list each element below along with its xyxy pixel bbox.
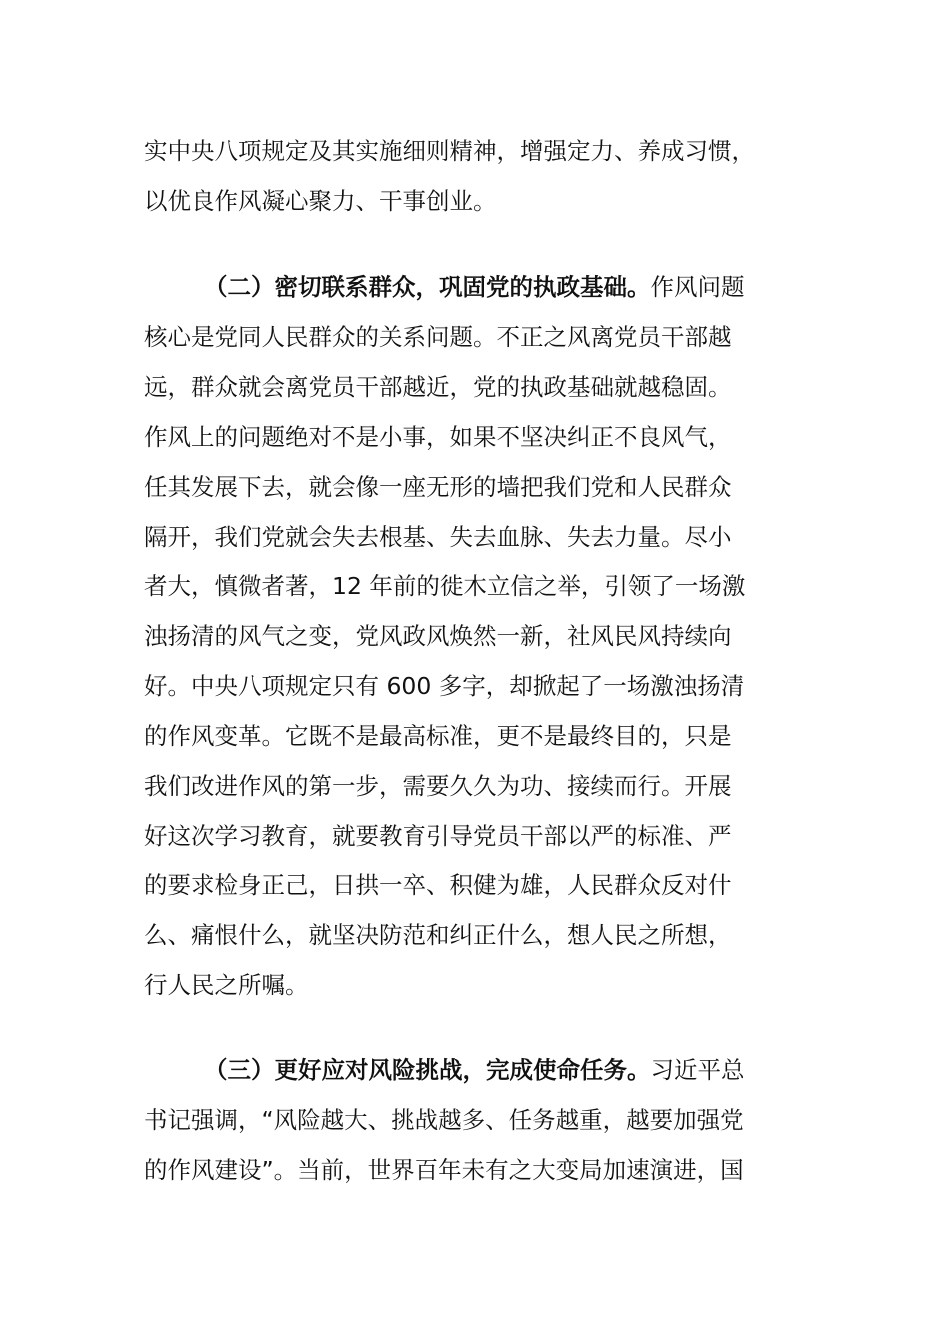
paragraph-2-line: 我们改进作风的第一步，需要久久为功、接续而行。开展 xyxy=(144,772,732,800)
paragraph-2-line: 的作风变革。它既不是最高标准，更不是最终目的，只是 xyxy=(144,722,732,750)
paragraph-2-line: 好。中央八项规定只有 600 多字，却掀起了一场激浊扬清 xyxy=(144,672,745,700)
paragraph-1-line-2: 以优良作风凝心聚力、干事创业。 xyxy=(144,187,497,215)
section-heading-2: （二）密切联系群众，巩固党的执政基础。 xyxy=(204,273,651,301)
paragraph-2-line: 作风上的问题绝对不是小事，如果不坚决纠正不良风气， xyxy=(144,423,732,451)
paragraph-2-line: 远，群众就会离党员干部越近，党的执政基础就越稳固。 xyxy=(144,373,732,401)
paragraph-2-line: 隔开，我们党就会失去根基、失去血脉、失去力量。尽小 xyxy=(144,523,732,551)
paragraph-2-first-line xyxy=(204,262,874,312)
paragraph-3-first-line-text: 习近平总 xyxy=(650,1056,745,1084)
paragraph-3-line: 的作风建设”。当前，世界百年未有之大变局加速演进，国 xyxy=(144,1156,744,1184)
paragraph-2-line: 的要求检身正己，日拱一卒、积健为雄，人民群众反对什 xyxy=(144,871,732,899)
paragraph-2-first-line-text: 作风问题 xyxy=(650,273,745,301)
paragraph-2-line: 行人民之所嘱。 xyxy=(144,971,309,999)
paragraph-2-line: 任其发展下去，就会像一座无形的墙把我们党和人民群众 xyxy=(144,473,732,501)
paragraph-2-line: 好这次学习教育，就要教育引导党员干部以严的标准、严 xyxy=(144,822,732,850)
paragraph-1-line-1: 实中央八项规定及其实施细则精神，增强定力、养成习惯， xyxy=(144,137,755,165)
paragraph-3-line: 书记强调，“风险越大、挑战越多、任务越重，越要加强党 xyxy=(144,1106,744,1134)
paragraph-3-first-line xyxy=(204,1045,874,1095)
section-heading-3: （三）更好应对风险挑战，完成使命任务。 xyxy=(204,1056,651,1084)
paragraph-2-line: 核心是党同人民群众的关系问题。不正之风离党员干部越 xyxy=(144,323,732,351)
paragraph-2-line: 者大，慎微者著，12 年前的徙木立信之举，引领了一场激 xyxy=(144,572,746,600)
paragraph-2-line: 浊扬清的风气之变，党风政风焕然一新，社风民风持续向 xyxy=(144,622,732,650)
paragraph-2-line: 么、痛恨什么，就坚决防范和纠正什么，想人民之所想， xyxy=(144,921,732,949)
